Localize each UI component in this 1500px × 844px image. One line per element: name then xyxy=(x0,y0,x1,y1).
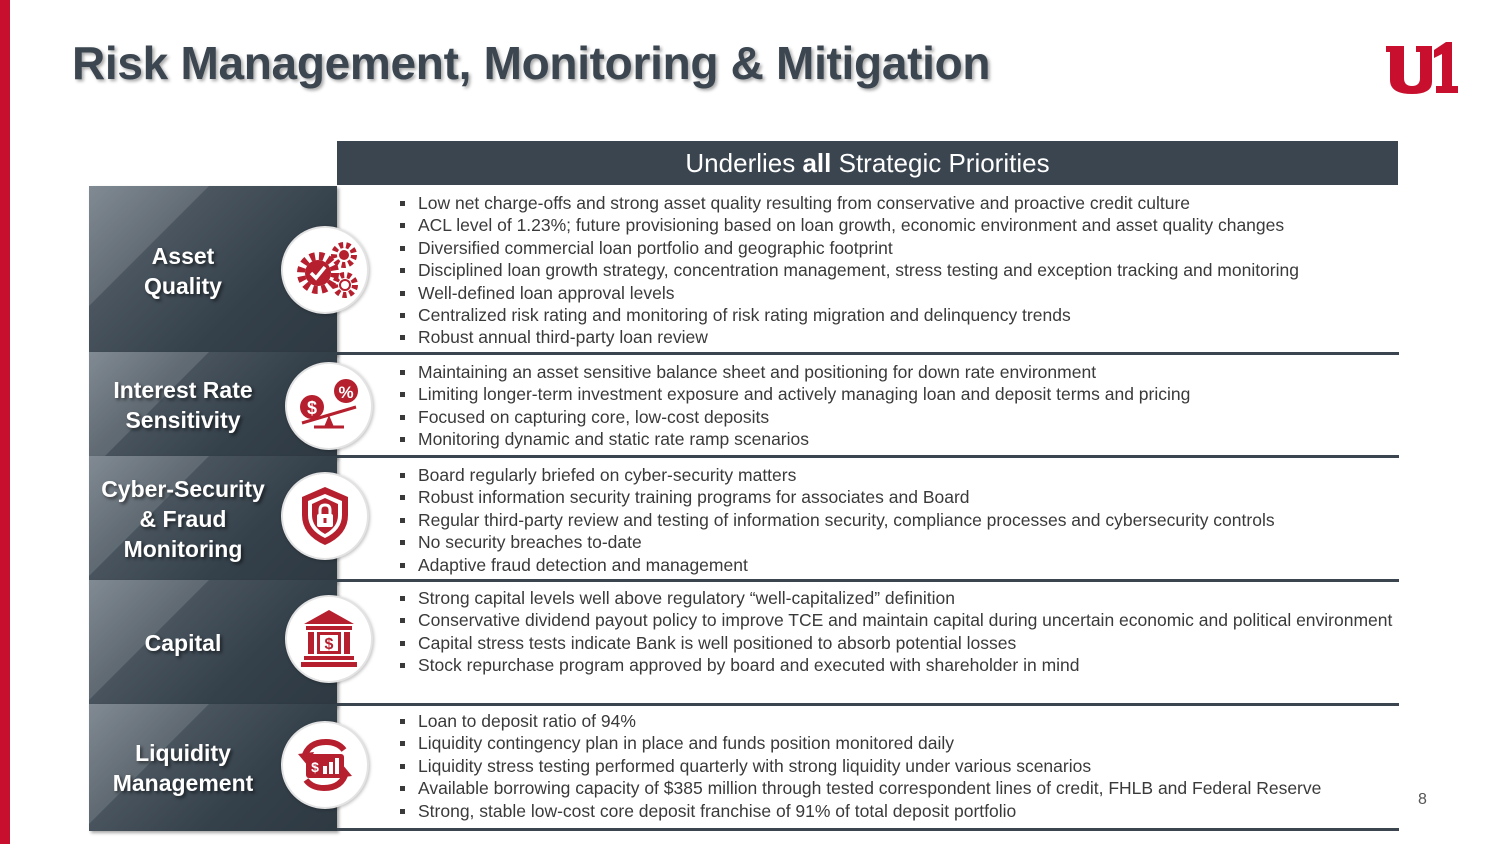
section-label: Liquidity Management xyxy=(112,739,254,796)
bullet-item: Diversified commercial loan portfolio and geographic footprint xyxy=(399,237,1399,259)
section-label: Capital xyxy=(144,630,222,656)
bullet-item: Limiting longer-term investment exposure and actively managing loan and deposit terms and pricing xyxy=(399,383,1399,405)
section-label: Cyber-Security & Fraud Monitoring xyxy=(101,476,265,562)
shield-lock-icon xyxy=(281,472,369,560)
section-bullets xyxy=(399,361,1399,451)
bullet-item: Adaptive fraud detection and management xyxy=(399,554,1399,576)
section-label: Asset Quality xyxy=(144,242,222,299)
banner-prefix: Underlies xyxy=(685,148,803,178)
section-bullets xyxy=(399,710,1399,822)
bullet-item: Maintaining an asset sensitive balance sheet and positioning for down rate environment xyxy=(399,361,1399,383)
bullet-item: Strong capital levels well above regulatory “well-capitalized” definition xyxy=(399,587,1399,609)
bullet-item: Board regularly briefed on cyber-security matters xyxy=(399,464,1399,486)
svg-text:$: $ xyxy=(311,759,319,775)
bullet-item: Centralized risk rating and monitoring of risk rating migration and delinquency trends xyxy=(399,304,1399,326)
bullet-item: Liquidity stress testing performed quarterly with strong liquidity under various scenarios xyxy=(399,755,1399,777)
section-capital xyxy=(89,580,1399,706)
banner-bold: all xyxy=(802,148,832,178)
bullet-item: Conservative dividend payout policy to improve TCE and maintain capital during uncertain economic and political environment xyxy=(399,609,1399,631)
cycle-dollar-chart-icon xyxy=(281,721,369,809)
accent-bar xyxy=(0,0,10,844)
svg-text:%: % xyxy=(338,383,354,402)
svg-text:$: $ xyxy=(324,636,334,653)
scale-dollar-percent-icon xyxy=(285,362,373,450)
bullet-item: Strong, stable low-cost core deposit franchise of 91% of total deposit portfolio xyxy=(399,800,1399,822)
strategic-priorities-banner xyxy=(337,141,1398,185)
bullet-item: Robust information security training programs for associates and Board xyxy=(399,486,1399,508)
bullet-item: Low net charge-offs and strong asset quality resulting from conservative and proactive credit culture xyxy=(399,192,1399,214)
bullet-item: Well-defined loan approval levels xyxy=(399,282,1399,304)
bullet-item: Regular third-party review and testing of information security, compliance processes and cybersecurity controls xyxy=(399,509,1399,531)
bullet-item: Robust annual third-party loan review xyxy=(399,326,1399,348)
banner-suffix: Strategic Priorities xyxy=(831,148,1050,178)
section-label: Interest Rate Sensitivity xyxy=(113,377,253,433)
gears-check-icon xyxy=(281,226,369,314)
section-bullets xyxy=(399,464,1399,576)
bullet-item: Capital stress tests indicate Bank is well positioned to absorb potential losses xyxy=(399,632,1399,654)
svg-text:$: $ xyxy=(306,398,318,418)
bullet-item: Liquidity contingency plan in place and funds position monitored daily xyxy=(399,732,1399,754)
bank-dollar-icon xyxy=(285,595,373,683)
bullet-item: Available borrowing capacity of $385 million through tested correspondent lines of credit, FHLB and Federal Reserve xyxy=(399,777,1399,799)
section-interest-rate-sensitivity xyxy=(89,352,1399,458)
bullet-item: Stock repurchase program approved by board and executed with shareholder in mind xyxy=(399,654,1399,676)
bullet-item: No security breaches to-date xyxy=(399,531,1399,553)
section-cyber-security xyxy=(89,456,1399,582)
bullet-item: Monitoring dynamic and static rate ramp scenarios xyxy=(399,428,1399,450)
section-bullets xyxy=(399,587,1399,677)
company-logo xyxy=(1382,40,1458,96)
bullet-item: Focused on capturing core, low-cost deposits xyxy=(399,406,1399,428)
section-liquidity-management xyxy=(89,704,1399,831)
bullet-item: Disciplined loan growth strategy, concentration management, stress testing and exception tracking and monitoring xyxy=(399,259,1399,281)
section-bullets xyxy=(399,192,1399,349)
section-asset-quality xyxy=(89,186,1399,355)
section-divider xyxy=(337,828,1399,831)
page-number: 8 xyxy=(1418,791,1427,808)
bullet-item: ACL level of 1.23%; future provisioning based on loan growth, economic environment and asset quality changes xyxy=(399,214,1399,236)
bullet-item: Loan to deposit ratio of 94% xyxy=(399,710,1399,732)
page-title: Risk Management, Monitoring & Mitigation xyxy=(72,37,991,89)
